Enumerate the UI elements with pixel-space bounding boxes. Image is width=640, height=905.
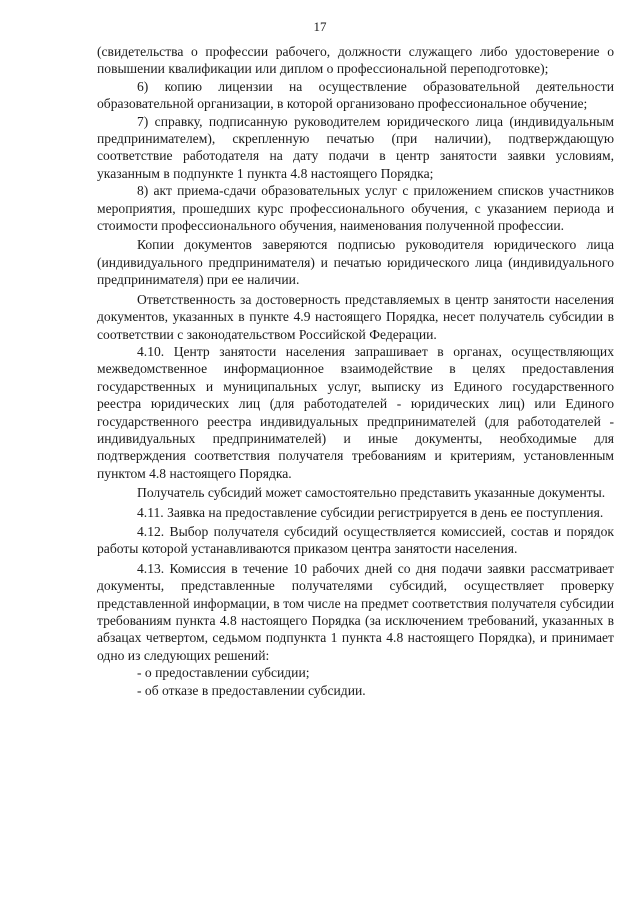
decision-option-refusal: - об отказе в предоставлении субсидии. [137,682,366,698]
paragraph-4-10: 4.10. Центр занятости населения запрашивает в органах, осуществляющих межведомственное информационное взаимодействие в целях предоставления государственных и муниципальных услуг, выписку из Единого государственного реестра юридических лиц (для работодателей - юридических лиц) или Единого государственного реестра индивидуальных предпринимателей (для работодателей - индивидуальных предпринимателей) и иные документы, необходимые для подтверждения соответствия получателя требованиям и критериям, установленным пунктом 4.8 настоящего Порядка. [97,343,614,481]
paragraph-item-6-license: 6) копию лицензии на осуществление образовательной деятельности образовательной организации, в которой организовано профессиональное обучение; [97,78,614,112]
paragraph-item-8-act: 8) акт приема-сдачи образовательных услуг с приложением списков участников мероприятия, прошедших курс профессионального обучения, с указанием периода и стоимости профессионального обучения, наименования полученной профессии. [97,183,614,234]
paragraph-document-copies: Копии документов заверяются подписью руководителя юридического лица (индивидуального предпринимателя) и печатью юридического лица (индивидуального предпринимателя) при ее наличии. [97,237,614,288]
paragraph-4-12: 4.12. Выбор получателя субсидий осуществляется комиссией, состав и порядок работы которой устанавливаются приказом центра занятости населения. [97,523,614,557]
document-body [97,43,614,699]
paragraph-self-submission: Получатель субсидий может самостоятельно представить указанные документы. [137,485,606,501]
paragraph-responsibility: Ответственность за достоверность представляемых в центр занятости населения документов, указанных в пункте 4.9 настоящего Порядка, несет получатель субсидии в соответствии с законодательством Российской Федерации. [97,291,614,342]
paragraph-item-7-certificate: 7) справку, подписанную руководителем юридического лица (индивидуальным предпринимателем), скрепленную печатью (при наличии), подтверждающую соответствие работодателя на дату подачи в центр занятости заявки условиям, указанным в подпункте 1 пункта 4.8 настоящего Порядка; [97,113,614,181]
paragraph-certificate-continuation: (свидетельства о профессии рабочего, должности служащего либо удостоверение о повышении квалификации или диплом о профессиональной переподготовке); [97,44,614,77]
paragraph-4-13: 4.13. Комиссия в течение 10 рабочих дней со дня подачи заявки рассматривает документы, представленные получателями субсидий, осуществляет проверку представленной информации, в том числе на предмет соответствия получателя субсидии требованиям пункта 4.8 настоящего Порядка (за исключением требований, указанных в абзацах четвертом, седьмом подпункта 1 пункта 4.8 настоящего Порядка), и принимает одно из следующих решений: [97,560,614,663]
paragraph-4-11: 4.11. Заявка на предоставление субсидии регистрируется в день ее поступления. [137,504,604,520]
page-number: 17 [313,19,327,34]
decision-option-grant: - о предоставлении субсидии; [137,665,310,681]
